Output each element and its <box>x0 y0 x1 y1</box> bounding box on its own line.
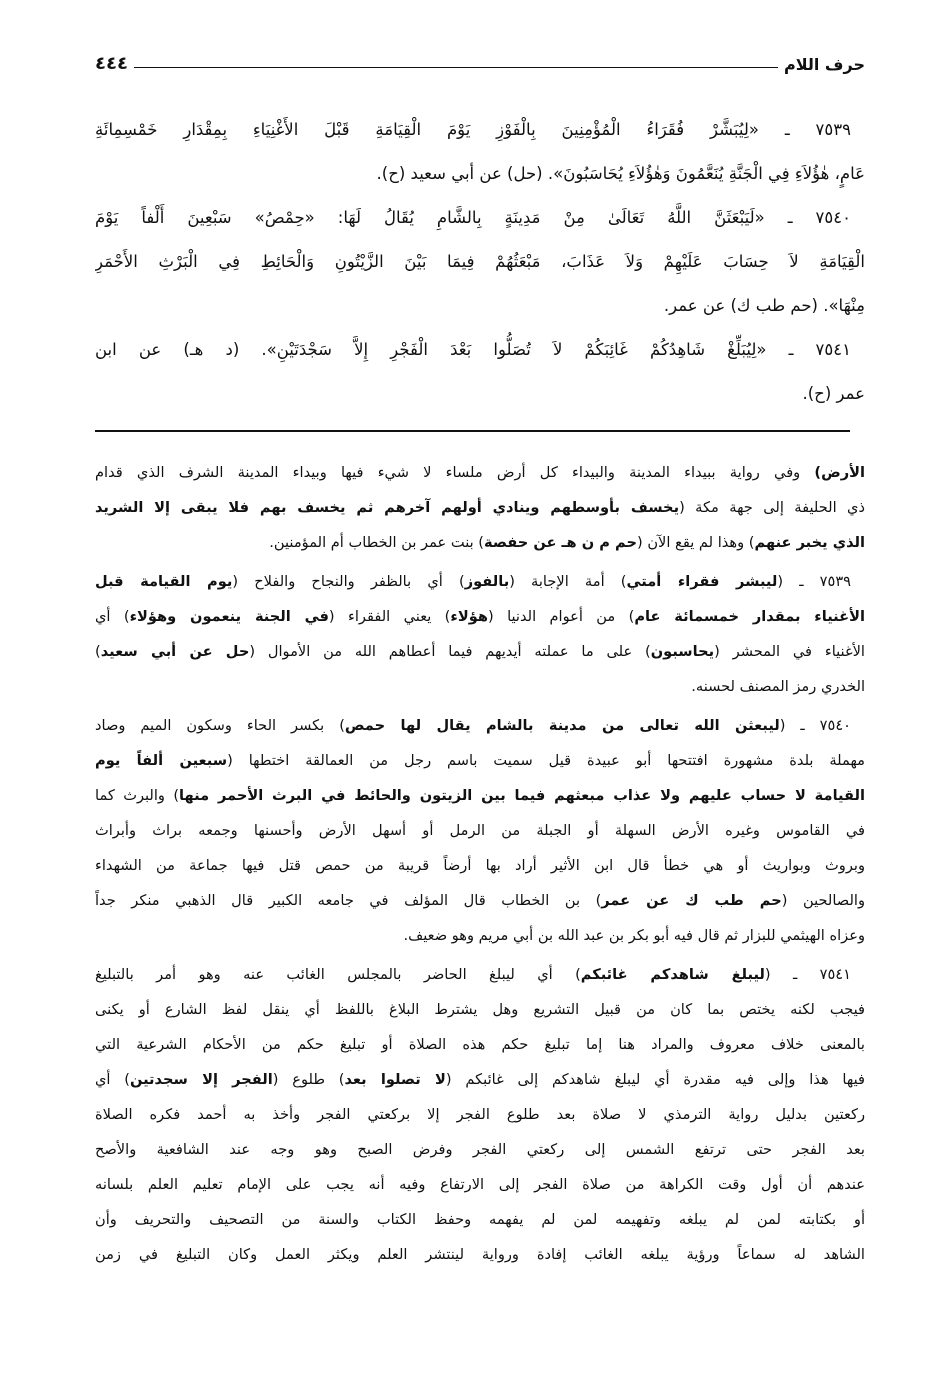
hadith-line: عمر (ح). <box>802 384 865 403</box>
commentary-line <box>95 778 865 813</box>
commentary-line <box>95 848 865 883</box>
commentary-paragraph <box>95 564 865 704</box>
quoted-hadith-text: الأرض) <box>814 464 865 481</box>
commentary-line <box>95 1097 865 1132</box>
commentary-text: ) بن الخطاب قال المؤلف في جامعه الكبير قال الذهبي منكر جداً <box>95 892 602 909</box>
commentary-line <box>95 455 865 490</box>
commentary-text: الأغنياء في المحشر ( <box>714 643 865 660</box>
commentary-text: مهملة بلدة مشهورة افتتحها أبو عبيدة قيل سميت باسم رجل من العمالقة اختطها ( <box>227 752 865 769</box>
quoted-hadith-text: ليبلغ شاهدكم غائبكم <box>580 966 765 983</box>
hadith-entry <box>95 108 865 196</box>
commentary-text: فيها هذا وإلى فيه مقدرة أي ليبلغ شاهدكم إلى غائبكم ( <box>445 1071 865 1088</box>
commentary-text: الشاهد له سماعاً ورؤية يبلغه الغائب إفادة ورواية لينتشر العلم ويكثر العمل وكان التبليغ في زمن <box>95 1246 865 1263</box>
quoted-hadith-text: بالفوز <box>464 573 510 590</box>
commentary-line <box>95 708 865 743</box>
hadith-text-section <box>95 108 865 416</box>
commentary-line <box>95 564 865 599</box>
commentary-text: ) على ما عملته أيديهم فيما أعطاهم الله من الأموال ( <box>249 643 651 660</box>
quoted-hadith-text: الفجر إلا سجدتين <box>129 1071 273 1088</box>
footnote-divider <box>95 430 850 432</box>
commentary-text: ) والبرث كما <box>95 787 180 804</box>
commentary-text: ذي الحليفة إلى جهة مكة ( <box>679 499 865 516</box>
commentary-text: فيجب لكنه يختص بما كان من قبيل التشريع وهل يشترط البلاغ باللفظ أي ينقل لفظ الشارع أو يكنى <box>95 1001 865 1018</box>
hadith-entry <box>95 328 865 416</box>
commentary-text: ٧٥٤٠ ـ ( <box>779 717 852 734</box>
quoted-hadith-text: لا تصلوا بعد <box>344 1071 446 1088</box>
commentary-line <box>95 669 865 704</box>
commentary-paragraph <box>95 455 865 560</box>
quoted-hadith-text: ليبعثن الله تعالى من مدينة بالشام يقال لها حمص <box>344 717 780 734</box>
commentary-line <box>95 490 865 525</box>
commentary-text: وبروث وبواريث أو هي خطأ قال ابن الأثير أراد بها أرضاً قريبة من حمص قتل فيها جماعة من الشهداء <box>95 857 865 874</box>
commentary-text: ) أي <box>95 1071 130 1088</box>
commentary-text: ) أي <box>95 608 130 625</box>
quoted-hadith-text: حل عن أبي سعيد <box>100 643 250 660</box>
commentary-text: ) من أعوام الدنيا ( <box>487 608 635 625</box>
quoted-hadith-text: هؤلاء <box>450 608 488 625</box>
commentary-text: ٧٥٤١ ـ ( <box>764 966 851 983</box>
commentary-text: ) بنت عمر بن الخطاب أم المؤمنين. <box>269 534 484 551</box>
commentary-line <box>95 1167 865 1202</box>
header-rule <box>134 67 778 68</box>
running-header <box>95 44 865 74</box>
hadith-line: ٧٥٤٠ ـ «لَيَبْعَثَنَّ اللَّهُ تَعَالَىٰ مِنْ مَدِينَةٍ بِالشَّامِ يُقَالُ لَهَا: «حِمْصُ» سَبْعِينَ أَلْفاً يَوْمَ <box>95 208 851 227</box>
page-number: ٤٤٤ <box>95 53 128 74</box>
commentary-line <box>95 813 865 848</box>
commentary-text: بعد الفجر حتى ترتفع الشمس إلى ركعتي الفجر وفرض الصبح وهو وجه عند الشافعية والأصح <box>95 1141 865 1158</box>
commentary-text: ) وهذا لم يقع الآن ( <box>636 534 755 551</box>
chapter-title: حرف اللام <box>783 55 865 74</box>
commentary-line <box>95 599 865 634</box>
quoted-hadith-text: يخسف بأوسطهم وينادي أولهم آخرهم ثم يخسف بهم فلا يبقى إلا الشريد <box>95 499 680 516</box>
commentary-line <box>95 957 865 992</box>
commentary-line <box>95 918 865 953</box>
commentary-paragraph <box>95 708 865 953</box>
commentary-paragraph <box>95 957 865 1272</box>
commentary-line <box>95 1027 865 1062</box>
commentary-text: وفي رواية ببيداء المدينة والبيداء كل أرض ملساء لا شيء فيها وبيداء المدينة الشرف الذي قدام <box>95 464 815 481</box>
commentary-text: ) أمة الإجابة ( <box>509 573 627 590</box>
quoted-hadith-text: الذي يخبر عنهم <box>754 534 865 551</box>
commentary-line <box>95 525 865 560</box>
quoted-hadith-text: يوم القيامة قبل <box>95 573 233 590</box>
hadith-line: الْقِيَامَةِ لاَ حِسَابَ عَلَيْهِمْ وَلاَ عَذَابَ، مَبْعَثُهُمْ فِيمَا بَيْنَ الزَّيْتُونِ وَالْحَائِطِ فِي الْبَرْثِ الأَحْمَرِ <box>95 252 865 271</box>
commentary-text: ٧٥٣٩ ـ ( <box>777 573 851 590</box>
hadith-line: مِنْهَا». (حم طب ك) عن عمر. <box>663 296 865 315</box>
commentary-text: وعزاه الهيثمي للبزار ثم قال فيه أبو بكر بن عبد الله بن أبي مريم وهو ضعيف. <box>403 927 865 944</box>
commentary-text: ) <box>95 643 101 660</box>
commentary-text: أو بكتابته لمن لم يبلغه وتفهيمه لمن لم يفهمه وحفظ الكتاب والسنة من التصحيف والتحريف وأن <box>95 1211 865 1228</box>
commentary-line <box>95 1062 865 1097</box>
quoted-hadith-text: حم م ن هـ عن حفصة <box>484 534 637 551</box>
quoted-hadith-text: سبعين ألفاً يوم <box>95 752 228 769</box>
commentary-text: بالمعنى خلاف معروف والمراد هنا إما تبليغ حكم هذه الصلاة أو تبليغ حكم من الأحكام الشرعية التي <box>95 1036 865 1053</box>
commentary-text: عندهم أن أول وقت الكراهة من صلاة الفجر إلى الارتفاع وفيه أنه يجب على الإمام تعليم العلم بلسانه <box>95 1176 865 1193</box>
commentary-text: الخدري رمز المصنف لحسنه. <box>691 678 865 695</box>
commentary-text: ) يعني الفقراء ( <box>328 608 451 625</box>
commentary-text: ) طلوع ( <box>272 1071 345 1088</box>
commentary-text: ) بكسر الحاء وسكون الميم وصاد <box>95 717 345 734</box>
commentary-line <box>95 1132 865 1167</box>
quoted-hadith-text: يحاسبون <box>650 643 715 660</box>
commentary-text: ) أي بالظفر والنجاح والفلاح ( <box>232 573 465 590</box>
quoted-hadith-text: في الجنة ينعمون وهؤلاء <box>129 608 329 625</box>
hadith-entry <box>95 196 865 328</box>
quoted-hadith-text: حم طب ك عن عمر <box>601 892 782 909</box>
commentary-line <box>95 992 865 1027</box>
commentary-line <box>95 743 865 778</box>
commentary-text: في القاموس وغيره الأرض السهلة أو الجبلة من الرمل أو أسهل الأرض وأحسنها وجمعه براث وأبراث <box>95 822 865 839</box>
commentary-line <box>95 634 865 669</box>
commentary-text: والصالحين ( <box>781 892 865 909</box>
commentary-line <box>95 1202 865 1237</box>
hadith-line: ٧٥٣٩ ـ «لِيُبَشَّرْ فُقَرَاءُ الْمُؤْمِنِينَ بِالْفَوْزِ يَوْمَ الْقِيَامَةِ قَبْلَ الأَغْنِيَاءِ بِمِقْدَارِ خَمْسِمِائَةِ <box>95 120 851 139</box>
quoted-hadith-text: ليبشر فقراء أمتي <box>626 573 778 590</box>
commentary-line <box>95 883 865 918</box>
commentary-line <box>95 1237 865 1272</box>
hadith-line: عَامٍ، هٰؤُلاَءِ فِي الْجَنَّةِ يُنَعَّمُونَ وَهٰؤُلاَءِ يُحَاسَبُونَ». (حل) عن أبي سعيد (ح). <box>376 164 865 183</box>
commentary-section <box>95 455 865 1276</box>
hadith-line: ٧٥٤١ ـ «لِيُبَلِّغْ شَاهِدُكُمْ غَائِبَكُمْ لاَ تُصَلُّوا بَعْدَ الْفَجْرِ إِلاَّ سَجْدَتَيْنِ». (د هـ) عن ابن <box>95 340 851 359</box>
quoted-hadith-text: الأغنياء بمقدار خمسمائة عام <box>634 608 865 625</box>
commentary-text: ) أي ليبلغ الحاضر بالمجلس الغائب عنه وهو أمر بالتبليغ <box>95 966 581 983</box>
quoted-hadith-text: القيامة لا حساب عليهم ولا عذاب مبعثهم فيما بين الزيتون والحائط في البرث الأحمر منها <box>179 787 865 804</box>
commentary-text: ركعتين بدليل رواية الترمذي لا صلاة بعد طلوع الفجر إلا بركعتي الفجر وأخذ به أحمد فكره الصلاة <box>95 1106 865 1123</box>
